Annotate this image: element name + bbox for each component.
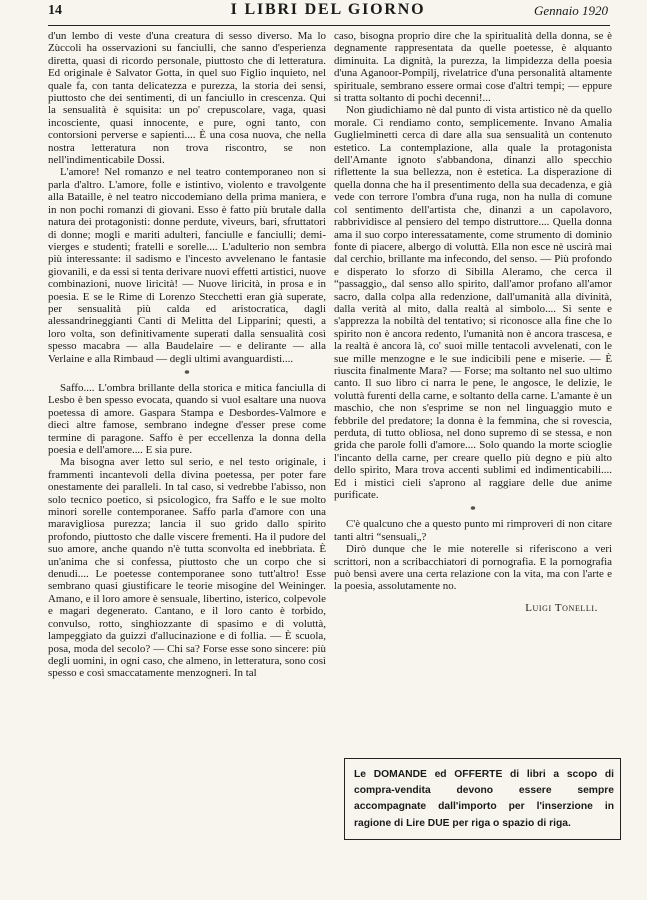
paragraph: Dirò dunque che le mie noterelle si riferiscono a veri scrittori, non a scribacchiatori di pornografia. E la pornografia può bensì avere una certa relazione con la vita, ma con l'arte e la poesia, assolutamente no. bbox=[334, 543, 612, 593]
page-number: 14 bbox=[48, 3, 62, 18]
header-rule bbox=[48, 25, 610, 26]
advertisement-notice: Le DOMANDE ed OFFERTE di libri a scopo di compra-vendita devono essere sempre accompagnate dall'importo per l'inserzione in ragione di Lire DUE per riga o spazio di riga. bbox=[344, 758, 621, 840]
magazine-title: I LIBRI DEL GIORNO bbox=[230, 1, 426, 18]
left-column bbox=[48, 30, 326, 680]
paragraph: Saffo.... L'ombra brillante della storica e mitica fanciulla di Lesbo è ben spesso evocata, quando si vuol esaltare una nuova poetessa di amore. Gaspara Stampa e Desbordes-Valmore e dieci altre famose, sembrano indegne d'esser prese come termine di paragone. Saffo è per eccellenza la donna della poesia e dell'amore.... E sia pure. bbox=[48, 381, 326, 456]
section-separator: * bbox=[184, 367, 190, 380]
paragraph: C'è qualcuno che a questo punto mi rimproveri di non citare tanti altri “sensuali„? bbox=[334, 518, 612, 543]
issue-date: Gennaio 1920 bbox=[533, 3, 608, 18]
author-signature: Luigi Tonelli. bbox=[525, 601, 598, 614]
section-separator: * bbox=[470, 504, 476, 517]
page-header bbox=[48, 0, 608, 26]
paragraph: L'amore! Nel romanzo e nel teatro contemporaneo non si parla d'altro. L'amore, folle e istintivo, violento e travolgente alla Bataille, è nel teatro niccodemiano della prima maniera, e in non pochi romanzi di giovani. Esso è fatto più brutale dalla natura dei protagonisti: donne perdute, viveurs, bari, sfruttatori di donne; mogli e mariti adulteri, fanciulle e fanciulli; demi-vierges e studenti; fratelli e sorelle.... L'adulterio non sembra più interessante: il sadismo e l'incesto avvelenano le fantasie giovanili, e da essi si tenta derivare nuovi effetti artistici, nuove combinazioni, nuove liricità! — Nuove liricità, in prosa e in poesia. E se le Rime di Lorenzo Stecchetti eran già superate, per sensualità più calda ed aristocratica, dagli alessandrineggianti Canti di Melitta del Lipparini; questi, a loro volta, son definitivamente superati dalla sensualità così spesso macabra — alla Baudelaire — e delirante — alla Verlaine e alla Rimbaud — degli ultimi avanguardisti.... bbox=[48, 166, 327, 365]
paragraph: Non giudichiamo nè dal punto di vista artistico nè da quello morale. Ci rendiamo conto, semplicemente. Invano Amalia Guglielminetti cerca di dare alla sua sensualità un contenuto estetico. La contemplazione, alla quale la protagonista dell'Amante ignoto s'abbandona, dinanzi allo specchio riflettente la sua bellezza, non è estetica. La disperazione di quella donna che ha il presentimento della sua decadenza, e già vede con terrore l'ombra d'una ruga, non ha nulla di comune col sentimento dell'artista che, dinanzi a un capolavoro, rabbrividisce al pensiero del tempo distruttore.... Quella donna ama il suo corpo interessatamente, come strumento di dominio fonte di piacere, albergo di voluttà. Ella non esce nè uscirà mai dal cerchio, brillante ma infecondo, del senso. — Più profondo e disperato lo sforzo di Sibilla Aleramo, che cerca il “passaggio„ dal senso allo spirito, dall'amor profano all'amor sacro, dalla colpa alla redenzione, dall'umanità alla divinità, dalla verità al mito, dalla realtà al simbolo.... Si sente e s'apprezza la nobiltà del tentativo; si riconosce alla fine che lo spirito non è ancora redento, l'umanità non è ancora trascesa, e la realtà è ancora là, co' suoi mille tentacoli avvelenati, con le sue mille menzogne e le sue indicibili pene e miserie. — È riuscita finalmente Mara? — Forse; ma soltanto nel suo ultimo canto. Il suo libro ci narra le pene, le angosce, le delizie, le voluttà furenti della carne, e soltanto della carne. L'amante è un maschio, che non s'esprime se non nel linguaggio muto e febbrile del predatore; la donna è la femmina, che si rovescia, perduta, di tutto obliosa, nel dono supremo di se stessa, e non grida che parole folli d'amore.... Solo quando la morte scioglie l'incanto della carne, per creare quello più degno e più alto dello spirito, Mara trova accenti sublimi ed indimenticabili.... Ed i mistici cieli s'aprono al raggiare delle due anime purificate. bbox=[334, 104, 612, 502]
right-column bbox=[334, 30, 612, 614]
paragraph: Ma bisogna aver letto sul serio, e nel testo originale, i frammenti incantevoli della divina poetessa, per poter fare onestamente dei paralleli. In tal caso, si vedrebbe l'abisso, non solo tecnico poetico, sì psicologico, fra Saffo e le sue molto minori sorelle contemporanee. Saffo parla d'amore con una maravigliosa purezza; lancia il suo grido dallo spirito profondo, piuttosto che dalle viscere frementi. Ha il pudore del suo amore, anche quando n'è tutta sconvolta ed inebbriata. È un'anima che si confessa, piuttosto che un corpo che si denudi.... Le poetesse contemporanee sono tutt'altro! Esse sembrano quasi giustificare le teorie misogine del Weininger. Amano, e il loro amore è sensuale, libertino, isterico, colpevole e magari degenerato. Cantano, e il loro canto è torbido, convulso, rotto, singhiozzante di spasimo e di voluttà, lampeggiato da guizzi d'allucinazione e di follia. — È scuola, posa, moda del secolo? — Chi sa? Forse esse sono sincere: più degli uomini, in ogni caso, che almeno, in letteratura, sono così spesso e così smaccatamente menzogneri. In tal bbox=[48, 456, 326, 680]
paragraph: d'un lembo di veste d'una creatura di sesso diverso. Ma lo Zùccoli ha osservazioni su fanciulli, che sanno d'esperienza diretta, quasi di ricordo personale, piuttosto che di letteratura. Ed originale è Salvator Gotta, in quel suo Figlio inquieto, nel quale fa, con tanta delicatezza e purezza, la storia dei sensi, piuttosto che dei sentimenti, di un fanciullo in crescenza. Qui la sensualità è squisita: un po' crepuscolare, vaga, quasi incosciente, quasi innocente, e pure, ogni tanto, con contorsioni perverse e sapienti.... È una cosa nuova, che nella nostra letteratura non trova riscontro, se non nell'indimenticabile Dossi. bbox=[48, 30, 326, 167]
paragraph: caso, bisogna proprio dire che la spiritualità della donna, se è degnamente rappresentata da quelle poetesse, è alquanto diminuita. La dignità, la purezza, la limpidezza della poesia d'una Aganoor-Pompilj, rivelatrice d'una personalità altamente spirituale, sembrano essere ormai cose d'altri tempi; — eppure si tratta soltanto di pochi decenni!... bbox=[334, 30, 612, 105]
